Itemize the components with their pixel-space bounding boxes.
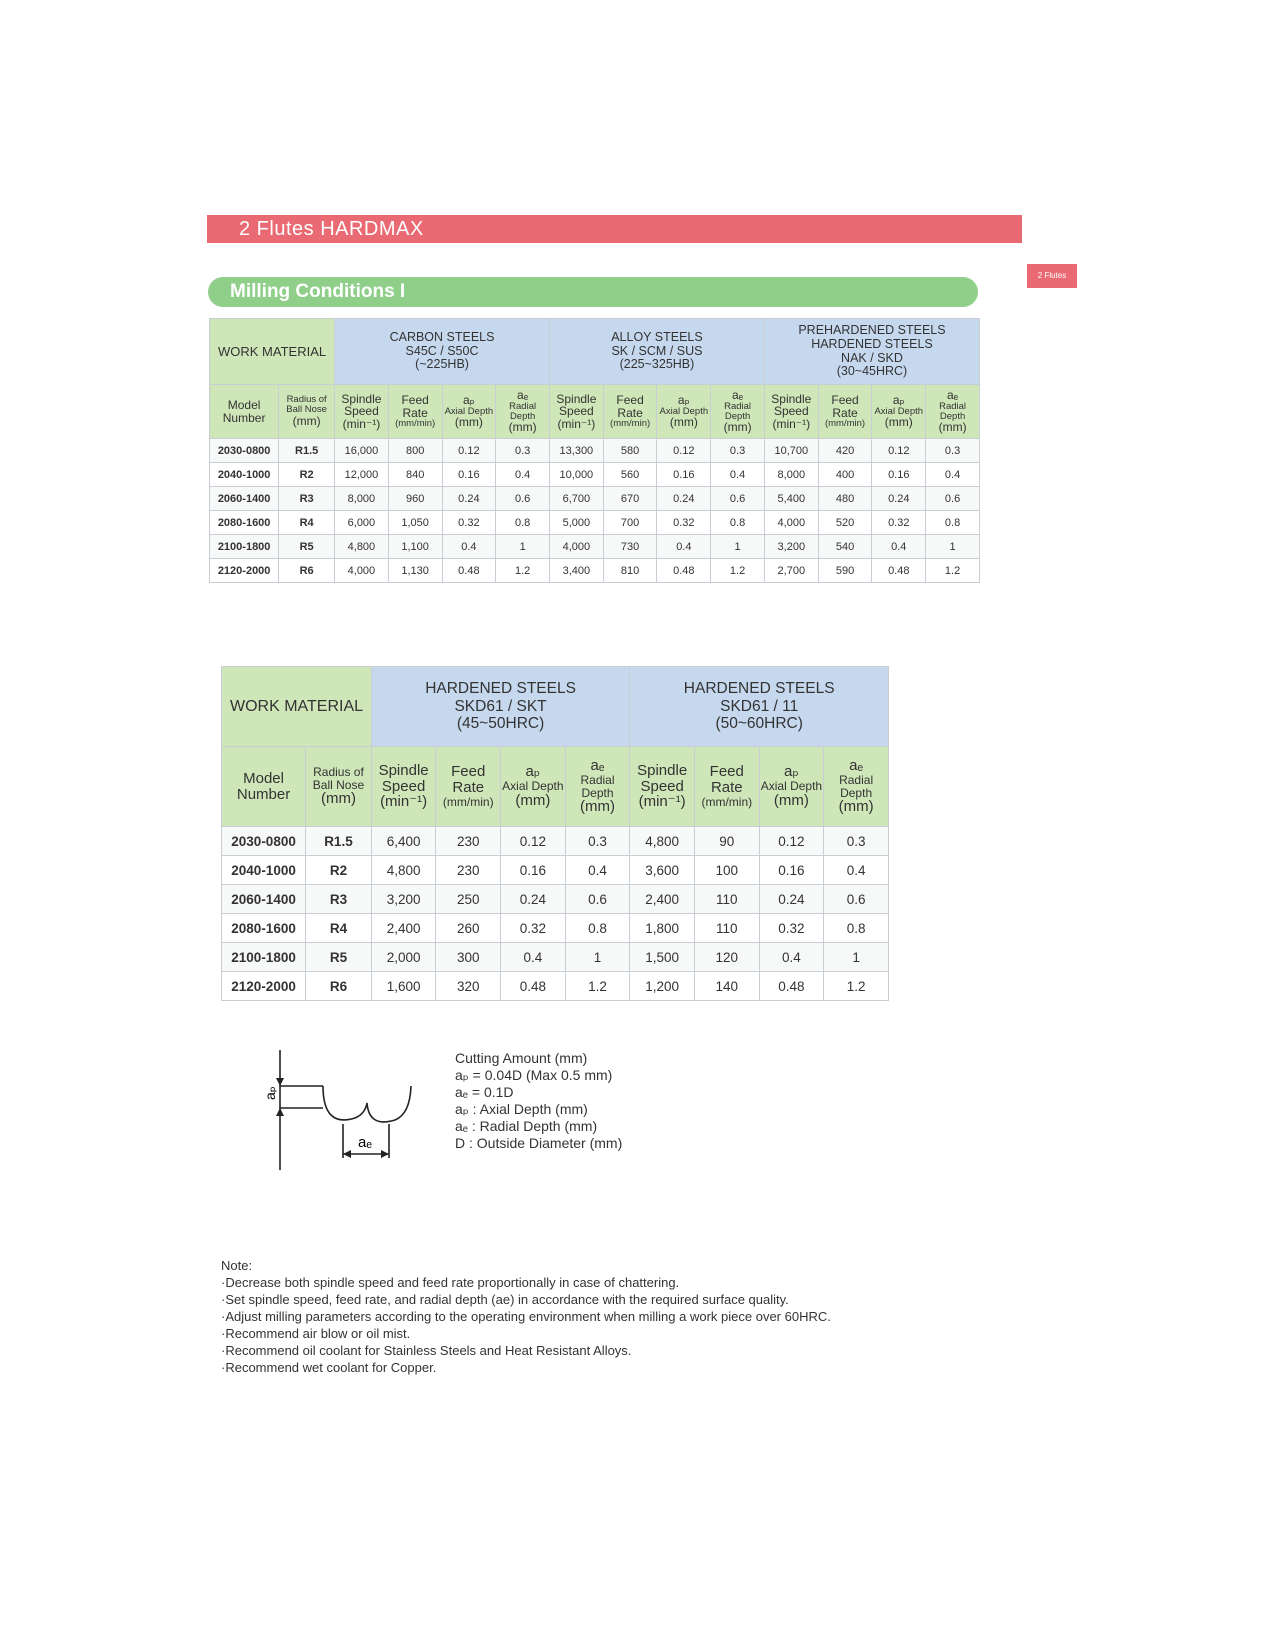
table-cell: 0.4	[565, 856, 630, 885]
ball-cut-profile	[323, 1086, 411, 1122]
table-cell: 0.3	[711, 439, 765, 463]
axial-depth-header	[442, 385, 496, 439]
table-cell: 6,000	[335, 511, 389, 535]
feed-rate-header-line: Feed	[831, 392, 859, 407]
radial-depth-header	[711, 385, 765, 439]
table-cell: 5,400	[764, 487, 818, 511]
table-cell: 0.12	[501, 827, 566, 856]
ae-label: aₑ	[358, 1134, 372, 1151]
spindle-speed-header-line: (min⁻¹)	[772, 416, 811, 431]
table-row	[222, 856, 889, 885]
model-number-header-line: Number	[222, 410, 266, 425]
model-number-header-line: Number	[236, 785, 291, 803]
ball-nose-radius-cell: R5	[306, 943, 372, 972]
axial-depth-header	[759, 747, 824, 827]
table-cell: 6,700	[550, 487, 604, 511]
ball-nose-radius-header	[306, 747, 372, 827]
material-header-line: HARDENED STEELS	[683, 679, 835, 697]
material-header-line: NAK / SKD	[841, 350, 903, 365]
table-cell: 13,300	[550, 439, 604, 463]
radial-depth-header-line: aₑ	[517, 387, 529, 402]
table-cell: 1	[824, 943, 889, 972]
milling-conditions-table-2	[221, 666, 889, 1001]
table-cell: 0.4	[501, 943, 566, 972]
ball-nose-radius-cell: R1.5	[279, 439, 335, 463]
table-cell: 400	[818, 463, 872, 487]
axial-depth-header-line: aₚ	[677, 392, 690, 407]
table-cell: 0.24	[442, 487, 496, 511]
ball-nose-radius-header-line: (mm)	[320, 790, 356, 808]
legend-line: aₚ = 0.04D (Max 0.5 mm)	[455, 1067, 613, 1083]
ball-nose-radius-header-line: Ball Nose	[286, 404, 327, 416]
table-row	[210, 535, 980, 559]
feed-rate-header-line: (mm/min)	[395, 418, 436, 430]
table-cell: 810	[603, 559, 657, 583]
feed-rate-header	[694, 747, 759, 827]
table-row	[222, 827, 889, 856]
material-header-line: SK / SCM / SUS	[611, 343, 703, 358]
ball-nose-radius-cell: R2	[306, 856, 372, 885]
feed-rate-header-line: Rate	[832, 405, 858, 420]
table-cell: 0.24	[501, 885, 566, 914]
table-cell: 0.12	[759, 827, 824, 856]
legend-line: aₑ : Radial Depth (mm)	[455, 1118, 598, 1134]
table-cell: 0.32	[501, 914, 566, 943]
section-title: Milling Conditions I	[230, 281, 406, 302]
table-cell: 0.32	[657, 511, 711, 535]
table-cell: 3,200	[371, 885, 436, 914]
model-number-cell: 2040-1000	[222, 856, 306, 885]
legend-line: aₑ = 0.1D	[455, 1084, 514, 1100]
table-cell: 0.8	[496, 511, 550, 535]
table-cell: 1,200	[630, 972, 695, 1001]
table-cell: 0.4	[496, 463, 550, 487]
feed-rate-header-line: Rate	[617, 405, 643, 420]
material-header-line: SKD61 / SKT	[454, 697, 547, 715]
spindle-speed-header	[630, 747, 695, 827]
model-number-header-line: Model	[227, 397, 261, 412]
material-header-line: (50~60HRC)	[715, 715, 803, 733]
material-header-line: (45~50HRC)	[456, 715, 545, 733]
material-header-line: PREHARDENED STEELS	[798, 323, 946, 337]
table-cell: 0.3	[496, 439, 550, 463]
table-cell: 3,400	[550, 559, 604, 583]
table-cell: 250	[436, 885, 501, 914]
axial-depth-header-line: Axial Depth	[760, 779, 823, 794]
spindle-speed-header-line: (min⁻¹)	[557, 416, 596, 431]
table-cell: 4,800	[371, 856, 436, 885]
material-header-line: SKD61 / 11	[720, 697, 799, 715]
model-number-header	[222, 747, 306, 827]
spindle-speed-header-line: Spindle	[637, 761, 688, 779]
milling-conditions-table-1	[209, 318, 980, 583]
radial-depth-header-line: aₑ	[947, 387, 959, 402]
model-number-cell: 2040-1000	[210, 463, 279, 487]
axial-depth-header	[657, 385, 711, 439]
table-cell: 0.6	[711, 487, 765, 511]
table-cell: 6,400	[371, 827, 436, 856]
radial-depth-header-line: (mm)	[723, 420, 752, 435]
table-row	[210, 559, 980, 583]
ball-nose-radius-cell: R3	[279, 487, 335, 511]
table-row	[222, 943, 889, 972]
spindle-speed-header-line: (min⁻¹)	[638, 793, 686, 811]
table-cell: 840	[388, 463, 442, 487]
material-header	[335, 319, 550, 385]
table-row	[222, 885, 889, 914]
material-header-line: ALLOY STEELS	[611, 329, 703, 344]
table-cell: 1,600	[371, 972, 436, 1001]
note-item: ·Adjust milling parameters according to the operating environment when milling a work piece over 60HRC.	[221, 1309, 831, 1324]
spindle-speed-header	[764, 385, 818, 439]
axial-depth-header-line: (mm)	[669, 415, 698, 430]
spindle-speed-header-line: Spindle	[771, 391, 812, 406]
table-cell: 0.6	[824, 885, 889, 914]
table-cell: 0.4	[442, 535, 496, 559]
page-title: 2 Flutes HARDMAX	[239, 218, 424, 240]
cutting-depth-diagram	[262, 1048, 435, 1178]
legend-line: Cutting Amount (mm)	[455, 1050, 588, 1066]
radial-depth-header	[926, 385, 980, 439]
material-header	[630, 667, 889, 747]
table-cell: 260	[436, 914, 501, 943]
spindle-speed-header-line: Speed	[640, 777, 684, 795]
spindle-speed-header-line: Spindle	[556, 391, 597, 406]
axial-depth-header-line: aₚ	[784, 763, 799, 781]
table-cell: 670	[603, 487, 657, 511]
ball-nose-radius-cell: R6	[306, 972, 372, 1001]
table-cell: 1,050	[388, 511, 442, 535]
table-cell: 1.2	[926, 559, 980, 583]
table-cell: 0.6	[565, 885, 630, 914]
table-cell: 320	[436, 972, 501, 1001]
table-cell: 700	[603, 511, 657, 535]
table-cell: 0.3	[824, 827, 889, 856]
table-cell: 4,000	[764, 511, 818, 535]
radial-depth-header-line: Radial Depth	[839, 772, 874, 800]
note-item: ·Recommend air blow or oil mist.	[221, 1326, 411, 1341]
model-number-cell: 2030-0800	[222, 827, 306, 856]
axial-depth-header-line: (mm)	[454, 415, 483, 430]
table-cell: 0.16	[657, 463, 711, 487]
material-header-line: HARDENED STEELS	[425, 679, 576, 697]
table-cell: 0.6	[496, 487, 550, 511]
axial-depth-header-line: Axial Depth	[874, 405, 924, 417]
spindle-speed-header-line: (min⁻¹)	[342, 416, 381, 431]
model-number-cell: 2060-1400	[222, 885, 306, 914]
table-row	[210, 511, 980, 535]
radial-depth-header-line: (mm)	[838, 798, 874, 816]
table-cell: 10,700	[764, 439, 818, 463]
table-row	[210, 463, 980, 487]
ball-nose-radius-header-line: Radius of	[286, 394, 327, 406]
table-cell: 1	[496, 535, 550, 559]
table-cell: 420	[818, 439, 872, 463]
spindle-speed-header	[371, 747, 436, 827]
model-number-header-line: Model	[243, 769, 284, 787]
table-cell: 16,000	[335, 439, 389, 463]
radial-depth-header-line: Radial Depth	[939, 400, 967, 422]
work-material-label: WORK MATERIAL	[222, 667, 372, 747]
radial-depth-header-line: Radial Depth	[509, 400, 537, 422]
table-cell: 0.24	[872, 487, 926, 511]
feed-rate-header-line: Rate	[452, 779, 485, 797]
axial-depth-header-line: aₚ	[892, 392, 905, 407]
feed-rate-header-line: (mm/min)	[824, 418, 866, 430]
radial-depth-header-line: (mm)	[938, 420, 967, 435]
table-cell: 230	[436, 827, 501, 856]
note-item: ·Recommend wet coolant for Copper.	[221, 1360, 437, 1375]
axial-depth-header-line: (mm)	[515, 791, 551, 809]
feed-rate-header	[436, 747, 501, 827]
radial-depth-header	[824, 747, 889, 827]
table-cell: 140	[694, 972, 759, 1001]
table-cell: 2,700	[764, 559, 818, 583]
table-cell: 100	[694, 856, 759, 885]
radial-depth-header-line: (mm)	[508, 420, 537, 435]
material-header-line: (30~45HRC)	[836, 364, 908, 379]
table-cell: 1.2	[711, 559, 765, 583]
axial-depth-header-line: aₚ	[462, 392, 475, 407]
ball-nose-radius-cell: R6	[279, 559, 335, 583]
table-cell: 1.2	[565, 972, 630, 1001]
table-cell: 0.32	[759, 914, 824, 943]
table-cell: 0.48	[759, 972, 824, 1001]
material-header	[764, 319, 979, 385]
table-cell: 230	[436, 856, 501, 885]
spindle-speed-header-line: (min⁻¹)	[380, 793, 428, 811]
table-cell: 110	[694, 914, 759, 943]
table-cell: 0.12	[657, 439, 711, 463]
table-cell: 2,000	[371, 943, 436, 972]
table-cell: 120	[694, 943, 759, 972]
table-cell: 0.16	[872, 463, 926, 487]
table-cell: 960	[388, 487, 442, 511]
model-number-cell: 2120-2000	[222, 972, 306, 1001]
ap-label: aₚ	[262, 1086, 278, 1100]
table-cell: 0.32	[872, 511, 926, 535]
material-header-line: CARBON STEELS	[389, 329, 495, 344]
table-cell: 1	[926, 535, 980, 559]
legend-line: D : Outside Diameter (mm)	[455, 1135, 623, 1151]
table-cell: 110	[694, 885, 759, 914]
table-cell: 8,000	[335, 487, 389, 511]
table-cell: 0.4	[711, 463, 765, 487]
material-header-line: (~225HB)	[415, 357, 469, 372]
work-material-label: WORK MATERIAL	[210, 319, 335, 385]
table-cell: 480	[818, 487, 872, 511]
table-cell: 3,600	[630, 856, 695, 885]
table-cell: 0.8	[565, 914, 630, 943]
table-cell: 1,130	[388, 559, 442, 583]
material-header-line: S45C / S50C	[405, 343, 479, 358]
table-cell: 0.3	[926, 439, 980, 463]
ball-nose-radius-header-line: Ball Nose	[312, 777, 365, 792]
table-cell: 800	[388, 439, 442, 463]
ball-nose-radius-cell: R2	[279, 463, 335, 487]
table-cell: 0.4	[824, 856, 889, 885]
table-cell: 540	[818, 535, 872, 559]
notes	[221, 1257, 831, 1376]
table-cell: 4,800	[335, 535, 389, 559]
table-cell: 0.8	[824, 914, 889, 943]
table-row	[210, 487, 980, 511]
feed-rate-header-line: Feed	[709, 763, 744, 781]
notes-title: Note:	[221, 1258, 253, 1273]
table-cell: 1	[565, 943, 630, 972]
table-cell: 1	[711, 535, 765, 559]
cutting-amount-legend	[455, 1050, 622, 1152]
feed-rate-header-line: Rate	[710, 779, 743, 797]
table-cell: 0.6	[926, 487, 980, 511]
table-row	[222, 914, 889, 943]
table-cell: 3,200	[764, 535, 818, 559]
table-cell: 0.16	[759, 856, 824, 885]
ball-nose-radius-header	[279, 385, 335, 439]
radial-depth-header	[496, 385, 550, 439]
legend-line: aₚ : Axial Depth (mm)	[455, 1101, 588, 1117]
table-cell: 0.24	[759, 885, 824, 914]
table-cell: 1.2	[496, 559, 550, 583]
table-cell: 5,000	[550, 511, 604, 535]
feed-rate-header-line: Feed	[451, 763, 486, 781]
feed-rate-header-line: Feed	[401, 392, 429, 407]
table-row	[210, 439, 980, 463]
table-cell: 2,400	[371, 914, 436, 943]
table-cell: 580	[603, 439, 657, 463]
table-cell: 0.16	[501, 856, 566, 885]
note-item: ·Decrease both spindle speed and feed rate proportionally in case of chattering.	[221, 1275, 680, 1290]
ball-nose-radius-cell: R1.5	[306, 827, 372, 856]
model-number-cell: 2100-1800	[210, 535, 279, 559]
table-cell: 590	[818, 559, 872, 583]
table-cell: 0.24	[657, 487, 711, 511]
radial-depth-header-line: aₑ	[732, 387, 744, 402]
table-cell: 90	[694, 827, 759, 856]
table-cell: 12,000	[335, 463, 389, 487]
spindle-speed-header-line: Speed	[344, 404, 379, 419]
table-cell: 0.4	[872, 535, 926, 559]
axial-depth-header-line: (mm)	[884, 415, 913, 430]
ball-nose-radius-cell: R5	[279, 535, 335, 559]
axial-depth-header-line: Axial Depth	[659, 405, 709, 417]
table-cell: 4,000	[335, 559, 389, 583]
table-cell: 0.8	[711, 511, 765, 535]
model-number-cell: 2030-0800	[210, 439, 279, 463]
model-number-cell: 2120-2000	[210, 559, 279, 583]
feed-rate-header-line: (mm/min)	[701, 794, 753, 809]
feed-rate-header-line: (mm/min)	[442, 794, 494, 809]
axial-depth-header-line: (mm)	[773, 791, 809, 809]
table-cell: 4,000	[550, 535, 604, 559]
model-number-cell: 2080-1600	[222, 914, 306, 943]
table-cell: 0.16	[442, 463, 496, 487]
axial-depth-header-line: aₚ	[525, 763, 541, 781]
table-cell: 4,800	[630, 827, 695, 856]
table-cell: 0.4	[657, 535, 711, 559]
spindle-speed-header-line: Spindle	[341, 391, 382, 406]
feed-rate-header-line: Feed	[616, 392, 644, 407]
model-number-cell: 2060-1400	[210, 487, 279, 511]
spindle-speed-header-line: Speed	[559, 404, 594, 419]
note-item: ·Set spindle speed, feed rate, and radial depth (ae) in accordance with the required surface quality.	[221, 1292, 789, 1307]
feed-rate-header	[388, 385, 442, 439]
spindle-speed-header	[550, 385, 604, 439]
table-cell: 560	[603, 463, 657, 487]
ball-nose-radius-cell: R3	[306, 885, 372, 914]
table-cell: 0.48	[442, 559, 496, 583]
note-item: ·Recommend oil coolant for Stainless Steels and Heat Resistant Alloys.	[221, 1343, 632, 1358]
spindle-speed-header-line: Speed	[773, 404, 809, 419]
axial-depth-header	[872, 385, 926, 439]
material-header	[371, 667, 630, 747]
ball-nose-radius-header-line: (mm)	[292, 414, 321, 429]
table-row	[222, 972, 889, 1001]
side-tab[interactable]: 2 Flutes	[1027, 264, 1077, 288]
radial-depth-header	[565, 747, 630, 827]
feed-rate-header	[603, 385, 657, 439]
table-cell: 0.4	[759, 943, 824, 972]
table-cell: 730	[603, 535, 657, 559]
table-cell: 0.48	[657, 559, 711, 583]
table-cell: 1.2	[824, 972, 889, 1001]
table-cell: 0.48	[501, 972, 566, 1001]
axial-depth-header	[501, 747, 566, 827]
axial-depth-header-line: Axial Depth	[444, 405, 494, 417]
feed-rate-header	[818, 385, 872, 439]
table-cell: 1,100	[388, 535, 442, 559]
ball-nose-radius-header-line: Radius of	[313, 765, 364, 780]
table-cell: 300	[436, 943, 501, 972]
table-cell: 0.12	[872, 439, 926, 463]
table-cell: 2,400	[630, 885, 695, 914]
table-cell: 0.12	[442, 439, 496, 463]
table-cell: 1,500	[630, 943, 695, 972]
spindle-speed-header	[335, 385, 389, 439]
axial-depth-header-line: Axial Depth	[502, 779, 564, 794]
table-cell: 520	[818, 511, 872, 535]
table-cell: 0.32	[442, 511, 496, 535]
ball-nose-radius-cell: R4	[279, 511, 335, 535]
table-cell: 0.3	[565, 827, 630, 856]
spindle-speed-header-line: Spindle	[378, 761, 429, 779]
radial-depth-header-line: aₑ	[849, 757, 864, 775]
radial-depth-header-line: (mm)	[580, 798, 615, 816]
model-number-header	[210, 385, 279, 439]
table-cell: 10,000	[550, 463, 604, 487]
radial-depth-header-line: Radial Depth	[580, 772, 615, 800]
title-bar	[207, 215, 1022, 243]
table-cell: 0.8	[926, 511, 980, 535]
material-header-line: (225~325HB)	[619, 357, 695, 372]
radial-depth-header-line: Radial Depth	[724, 400, 752, 422]
section-header	[208, 277, 978, 307]
table-cell: 0.4	[926, 463, 980, 487]
material-header-line: HARDENED STEELS	[811, 336, 933, 351]
ball-nose-radius-cell: R4	[306, 914, 372, 943]
material-header	[550, 319, 765, 385]
model-number-cell: 2100-1800	[222, 943, 306, 972]
table-cell: 1,800	[630, 914, 695, 943]
table-cell: 0.48	[872, 559, 926, 583]
model-number-cell: 2080-1600	[210, 511, 279, 535]
table-cell: 8,000	[764, 463, 818, 487]
radial-depth-header-line: aₑ	[590, 757, 605, 775]
feed-rate-header-line: (mm/min)	[610, 418, 651, 430]
feed-rate-header-line: Rate	[402, 405, 428, 420]
spindle-speed-header-line: Speed	[381, 777, 426, 795]
